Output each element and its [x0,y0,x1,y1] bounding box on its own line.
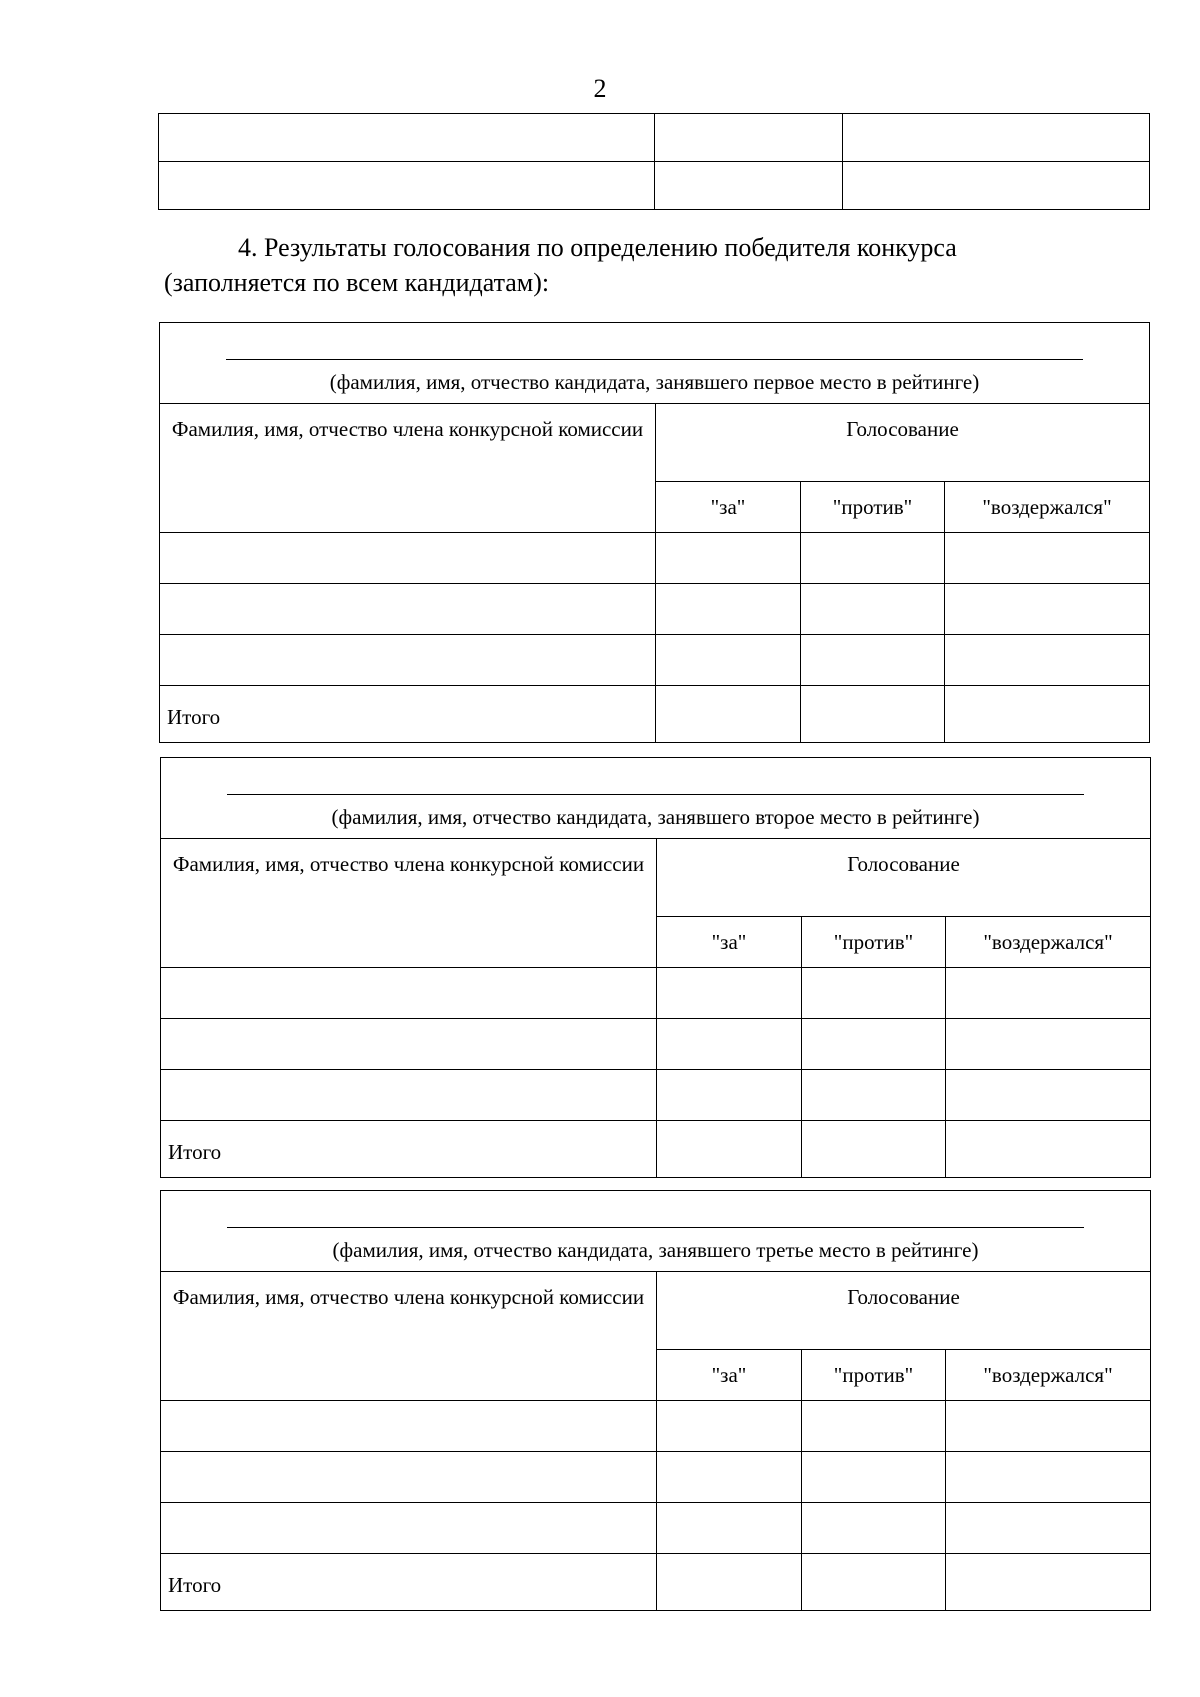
table-row [161,1452,1151,1503]
candidate-name-line [226,359,1083,360]
candidate-caption: (фамилия, имя, отчество кандидата, занявшего третье место в рейтинге) [332,1238,979,1262]
table-row [161,1503,1151,1554]
member-name-cell[interactable] [161,1452,657,1503]
total-against-cell[interactable] [802,1554,946,1611]
vote-against-cell[interactable] [801,533,945,584]
total-abstained-cell[interactable] [946,1554,1151,1611]
vote-option-against: "против" [801,482,945,533]
total-against-cell[interactable] [801,686,945,743]
vote-abstained-cell[interactable] [945,584,1150,635]
candidate-name-field[interactable] [161,758,1151,839]
member-name-cell[interactable] [161,1019,657,1070]
candidate-caption: (фамилия, имя, отчество кандидата, занявшего второе место в рейтинге) [331,805,980,829]
vote-option-abstained: "воздержался" [945,482,1150,533]
table-cell [843,162,1150,210]
section-heading [164,230,1124,300]
candidate-name-field[interactable] [161,1191,1151,1272]
table-row [160,533,1150,584]
member-name-cell[interactable] [160,584,656,635]
vote-for-cell[interactable] [657,1019,802,1070]
vote-for-cell[interactable] [657,1401,802,1452]
voting-header: Голосование [657,1272,1151,1350]
total-against-cell[interactable] [802,1121,946,1178]
vote-option-for: "за" [657,1350,802,1401]
table-row [159,162,1150,210]
total-row [161,1121,1151,1178]
vote-against-cell[interactable] [802,968,946,1019]
section-heading-line-2: (заполняется по всем кандидатам): [164,268,550,297]
vote-against-cell[interactable] [802,1503,946,1554]
voting-table-third-place [160,1190,1151,1611]
member-name-header: Фамилия, имя, отчество члена конкурсной комиссии [160,404,656,533]
vote-for-cell[interactable] [656,533,801,584]
vote-option-for: "за" [656,482,801,533]
table-row [161,1070,1151,1121]
table-cell [159,114,655,162]
table-row [161,1401,1151,1452]
vote-abstained-cell[interactable] [945,635,1150,686]
total-label: Итого [161,1554,657,1611]
vote-option-for: "за" [657,917,802,968]
vote-against-cell[interactable] [802,1070,946,1121]
table-row [161,968,1151,1019]
total-row [161,1554,1151,1611]
vote-abstained-cell[interactable] [946,1401,1151,1452]
table-row [160,635,1150,686]
member-name-header: Фамилия, имя, отчество члена конкурсной комиссии [161,839,657,968]
vote-option-against: "против" [802,1350,946,1401]
candidate-caption: (фамилия, имя, отчество кандидата, занявшего первое место в рейтинге) [329,370,980,394]
vote-abstained-cell[interactable] [946,1503,1151,1554]
vote-option-against: "против" [802,917,946,968]
voting-table-second-place [160,757,1151,1178]
total-abstained-cell[interactable] [946,1121,1151,1178]
vote-against-cell[interactable] [802,1401,946,1452]
member-name-cell[interactable] [161,968,657,1019]
vote-abstained-cell[interactable] [946,1019,1151,1070]
table-cell [655,162,843,210]
member-name-cell[interactable] [161,1401,657,1452]
member-name-header: Фамилия, имя, отчество члена конкурсной комиссии [161,1272,657,1401]
vote-for-cell[interactable] [656,635,801,686]
voting-header: Голосование [656,404,1150,482]
total-for-cell[interactable] [656,686,801,743]
vote-for-cell[interactable] [657,1503,802,1554]
candidate-name-line [227,794,1084,795]
member-name-cell[interactable] [161,1070,657,1121]
member-name-cell[interactable] [160,533,656,584]
vote-for-cell[interactable] [656,584,801,635]
total-row [160,686,1150,743]
page-number: 2 [593,74,607,103]
vote-for-cell[interactable] [657,1452,802,1503]
table-row [160,584,1150,635]
vote-against-cell[interactable] [801,584,945,635]
voting-header: Голосование [657,839,1151,917]
total-label: Итого [160,686,656,743]
vote-against-cell[interactable] [802,1452,946,1503]
total-label: Итого [161,1121,657,1178]
vote-against-cell[interactable] [802,1019,946,1070]
vote-for-cell[interactable] [657,968,802,1019]
vote-against-cell[interactable] [801,635,945,686]
table-cell [159,162,655,210]
section-heading-line-1: 4. Результаты голосования по определению победителя конкурса [238,233,957,262]
member-name-cell[interactable] [161,1503,657,1554]
table-row [161,1019,1151,1070]
table-row [159,114,1150,162]
vote-option-abstained: "воздержался" [946,1350,1151,1401]
vote-abstained-cell[interactable] [946,968,1151,1019]
voting-table-first-place [159,322,1150,743]
vote-abstained-cell[interactable] [945,533,1150,584]
total-abstained-cell[interactable] [945,686,1150,743]
continued-table [158,113,1150,210]
member-name-cell[interactable] [160,635,656,686]
table-cell [655,114,843,162]
vote-option-abstained: "воздержался" [946,917,1151,968]
total-for-cell[interactable] [657,1554,802,1611]
vote-abstained-cell[interactable] [946,1070,1151,1121]
vote-abstained-cell[interactable] [946,1452,1151,1503]
candidate-name-field[interactable] [160,323,1150,404]
candidate-name-line [227,1227,1084,1228]
vote-for-cell[interactable] [657,1070,802,1121]
total-for-cell[interactable] [657,1121,802,1178]
table-cell [843,114,1150,162]
